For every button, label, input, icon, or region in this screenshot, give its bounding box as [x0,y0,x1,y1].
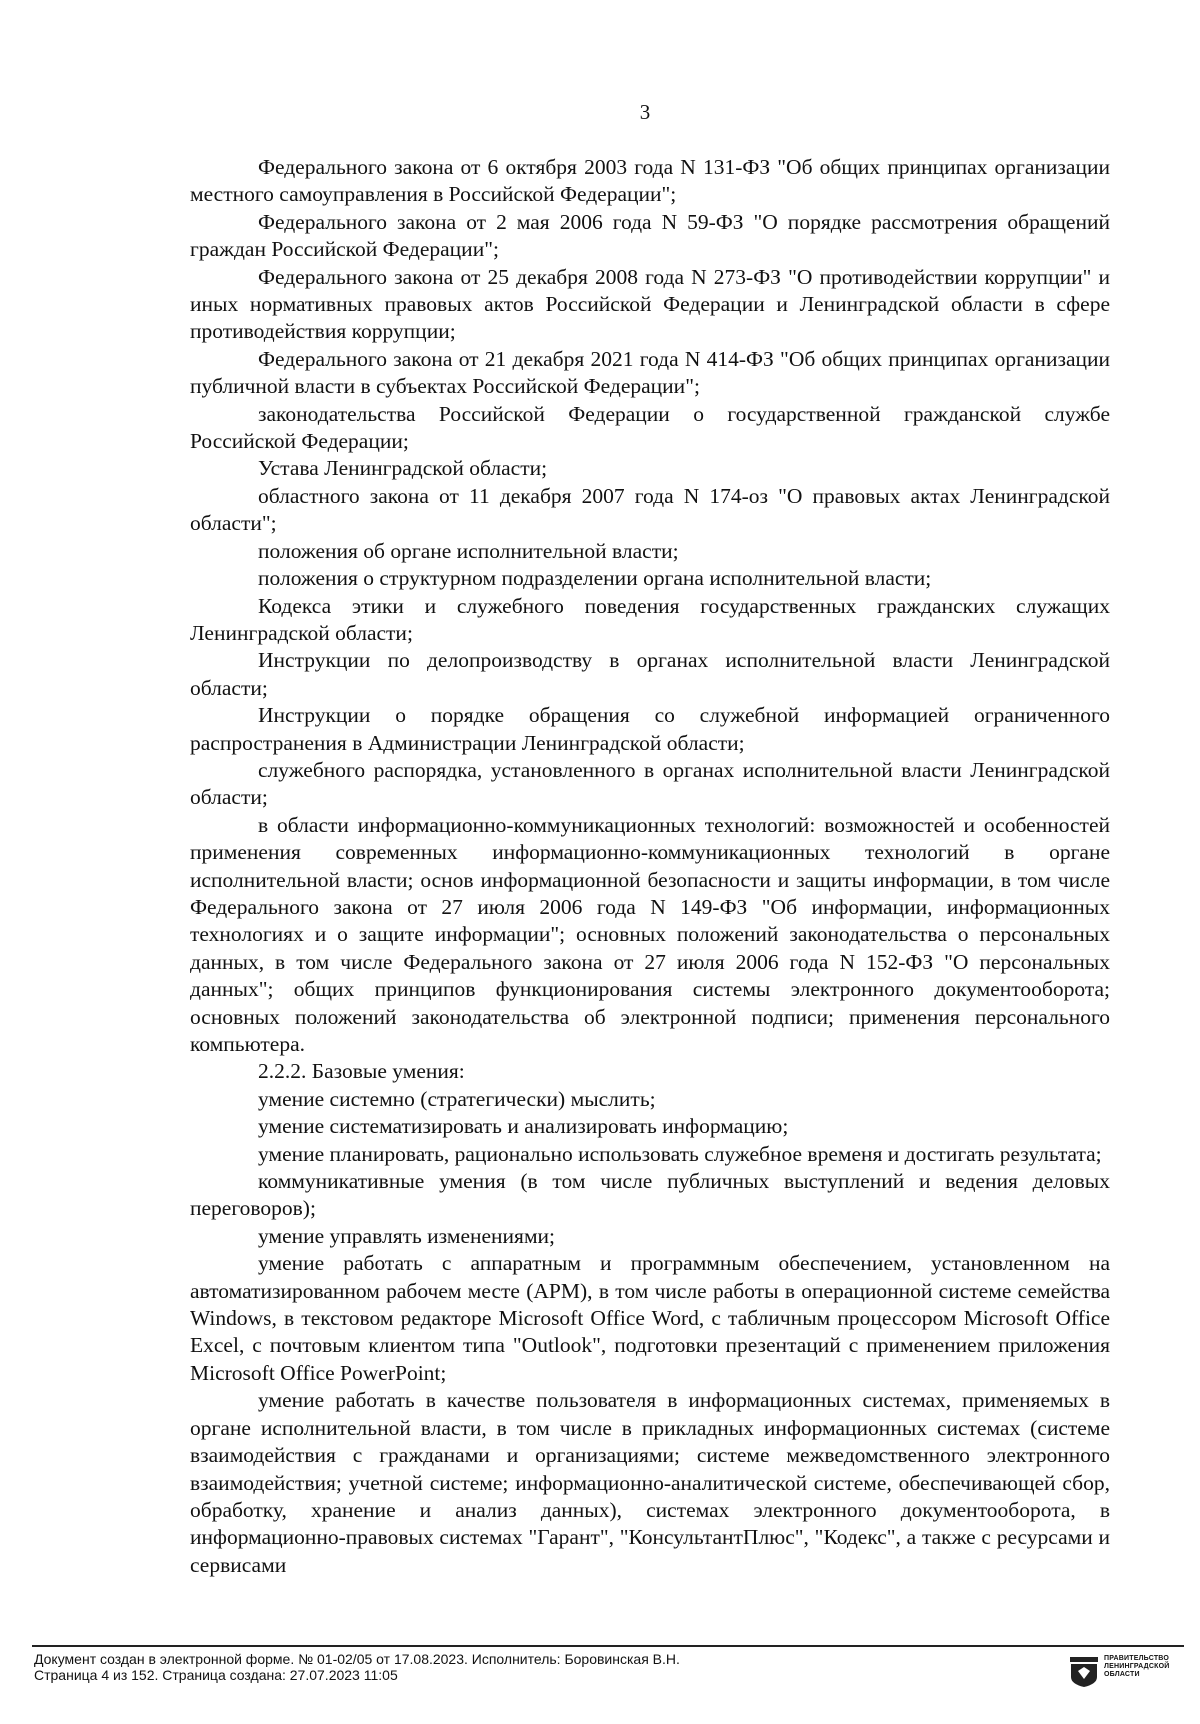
government-logo [1070,1655,1190,1691]
paragraph: умение работать в качестве пользователя в информационных системах, применяемых в органе исполнительной власти, в том числе в прикладных информационных системах (системе взаимодействия с гражданами и организациями; системе межведомственного электронного взаимодействия; учетной системе; информационно-аналитической системе, обеспечивающей сбор, обработку, хранение и анализ данных), системах электронного документооборота, в информационно-правовых системах "Гарант", "КонсультантПлюс", "Кодекс", а также с ресурсами и сервисами [190,1388,1110,1577]
document-footer [34,1651,680,1683]
paragraph: положения об органе исполнительной власти; [258,538,679,563]
section-heading: 2.2.2. Базовые умения: [258,1059,465,1084]
paragraph: Инструкции по делопроизводству в органах исполнительной власти Ленинградской области; [190,648,1110,700]
government-crest-icon [1070,1657,1098,1687]
paragraph: умение управлять изменениями; [258,1223,556,1248]
paragraph: областного закона от 11 декабря 2007 года N 174-оз "О правовых актах Ленинградской области"; [190,483,1110,536]
paragraph: Кодекса этики и служебного поведения государственных гражданских служащих Ленинградской области; [190,593,1110,645]
paragraph: Инструкции о порядке обращения со служебной информацией ограниченного распространения в Администрации Ленинградской области; [190,703,1110,755]
government-logo-text [1104,1655,1194,1679]
paragraph: умение систематизировать и анализировать информацию; [258,1114,789,1139]
paragraph: Федерального закона от 25 декабря 2008 года N 273-ФЗ "О противодействии коррупции" и иных нормативных правовых актов Российской Федерации и Ленинградской области в сфере противодействия коррупции; [190,264,1110,344]
paragraph: Федерального закона от 6 октября 2003 года N 131-ФЗ "Об общих принципах организации местного самоуправления в Российской Федерации"; [190,155,1110,207]
footer-divider [32,1645,1184,1647]
paragraph: Устава Ленинградской области; [258,456,548,481]
paragraph: умение планировать, рационально использовать служебное временя и достигать результата; [258,1141,1102,1166]
logo-line: ОБЛАСТИ [1104,1671,1140,1678]
logo-line: ПРАВИТЕЛЬСТВО [1104,1655,1170,1662]
paragraph: Федерального закона от 21 декабря 2021 года N 414-ФЗ "Об общих принципах организации публичной власти в субъектах Российской Федерации"; [190,346,1110,399]
paragraph: умение работать с аппаратным и программным обеспечением, установленном на автоматизированном рабочем месте (АРМ), в том числе работы в операционной системе семейства Windows, в текстовом редакторе Microsoft Office Word, с табличным процессором Microsoft Office Excel, с почтовым клиентом типа "Outlook", подготовки презентаций с применением приложения Microsoft Office PowerPoint; [190,1251,1110,1385]
paragraph: положения о структурном подразделении органа исполнительной власти; [258,566,932,591]
document-body [190,154,1110,1579]
paragraph: коммуникативные умения (в том числе публичных выступлений и ведения деловых переговоров); [190,1169,1110,1221]
footer-page-info: Страница 4 из 152. Страница создана: 27.07.2023 11:05 [34,1667,398,1683]
paragraph: служебного распорядка, установленного в органах исполнительной власти Ленинградской области; [190,757,1110,810]
paragraph: умение системно (стратегически) мыслить; [258,1086,656,1111]
paragraph: законодательства Российской Федерации о государственной гражданской службе Российской Федерации; [190,401,1110,454]
logo-line: ЛЕНИНГРАДСКОЙ [1104,1663,1170,1670]
footer-document-info: Документ создан в электронной форме. № 01-02/05 от 17.08.2023. Исполнитель: Боровинская В.Н. [34,1651,680,1667]
paragraph: Федерального закона от 2 мая 2006 года N 59-ФЗ "О порядке рассмотрения обращений граждан Российской Федерации"; [190,209,1110,262]
page-number: 3 [639,100,651,124]
paragraph: в области информационно-коммуникационных технологий: возможностей и особенностей применения современных информационно-коммуникационных технологий в органе исполнительной власти; основ информационной безопасности и защиты информации, в том числе Федерального закона от 27 июля 2006 года N 149-ФЗ "Об информации, информационных технологиях и о защите информации"; основных положений законодательства о персональных данных, в том числе Федерального закона от 27 июля 2006 года N 152-ФЗ "О персональных данных"; общих принципов функционирования системы электронного документооборота; основных положений законодательства об электронной подписи; применения персонального компьютера. [190,812,1110,1056]
